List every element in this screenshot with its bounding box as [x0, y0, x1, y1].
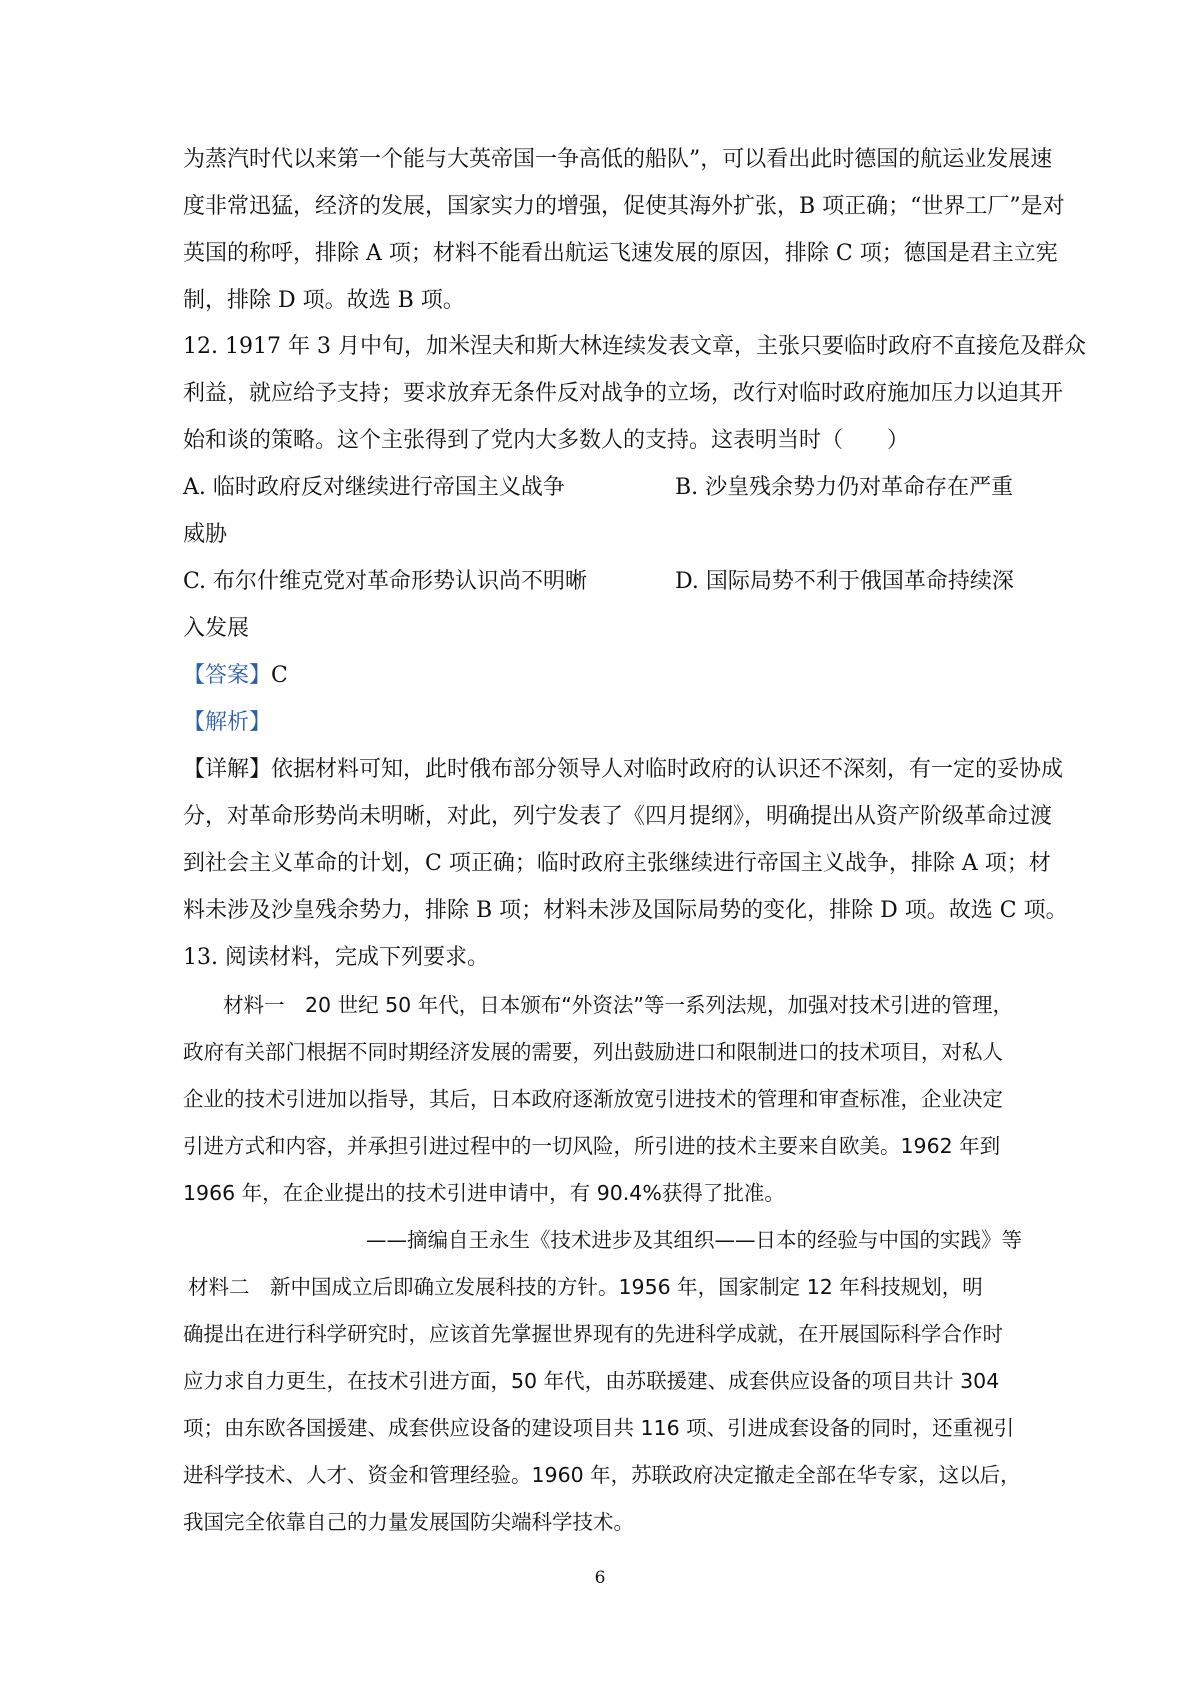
q13-material2-line-2: 确提出在进行科学研究时，应该首先掌握世界现有的先进科学成就，在开展国际科学合作时 — [183, 1322, 1003, 1346]
q12-stem-line-2: 利益，就应给予支持；要求放弃无条件反对战争的立场，改行对临时政府施加压力以迫其开 — [183, 381, 1064, 406]
prev-answer-line-4: 制，排除 D 项。故选 B 项。 — [183, 288, 465, 313]
q13-source1: ——摘编自王永生《技术进步及其组织——日本的经验与中国的实践》等 — [366, 1228, 1022, 1252]
prev-answer-line-3: 英国的称呼，排除 A 项；材料不能看出航运飞速发展的原因，排除 C 项；德国是君主立宪 — [183, 241, 1058, 266]
q12-option-b: B. 沙皇残余势力仍对革命存在严重 — [675, 475, 1014, 500]
q13-material1-line-1: 材料一 20 世纪 50 年代，日本颁布“外资法”等一系列法规，加强对技术引进的管理， — [223, 993, 1013, 1017]
q13-material1-line-2: 政府有关部门根据不同时期经济发展的需要，列出鼓励进口和限制进口的技术项目，对私人 — [183, 1040, 1003, 1064]
q13-material2-line-6: 我国完全依靠自己的力量发展国防尖端科学技术。 — [183, 1510, 634, 1534]
q12-detail-line-4: 料未涉及沙皇残余势力，排除 B 项；材料未涉及国际局势的变化，排除 D 项。故选 C 项。 — [183, 898, 1068, 923]
q12-answer-row — [183, 661, 288, 691]
q12-stem-line-3: 始和谈的策略。这个主张得到了党内大多数人的支持。这表明当时（ ） — [183, 428, 910, 453]
q12-detail-line-1: 【详解】依据材料可知，此时俄布部分领导人对临时政府的认识还不深刻，有一定的妥协成 — [183, 757, 1064, 782]
answer-value: C — [271, 663, 288, 688]
analysis-tag: 【解析】 — [183, 710, 272, 735]
q13-material1-line-4: 引进方式和内容，并承担引进过程中的一切风险，所引进的技术主要来自欧美。1962 年到 — [183, 1134, 1001, 1158]
q12-detail-line-2: 分，对革命形势尚未明晰，对此，列宁发表了《四月提纲》，明确提出从资产阶级革命过渡 — [183, 804, 1053, 829]
prev-answer-line-2: 度非常迅猛，经济的发展，国家实力的增强，促使其海外扩张，B 项正确；“世界工厂”是对 — [183, 194, 1065, 219]
q13-material2-line-1: 材料二 新中国成立后即确立发展科技的方针。1956 年，国家制定 12 年科技规划，明 — [188, 1275, 983, 1299]
q13-material2-line-5: 进科学技术、人才、资金和管理经验。1960 年，苏联政府决定撤走全部在华专家，这以后， — [183, 1463, 1021, 1487]
q13-material2-line-4: 项；由东欧各国援建、成套供应设备的建设项目共 116 项、引进成套设备的同时，还重视引 — [183, 1416, 1015, 1440]
q13-stem: 13. 阅读材料，完成下列要求。 — [183, 945, 489, 970]
prev-answer-line-1: 为蒸汽时代以来第一个能与大英帝国一争高低的船队”，可以看出此时德国的航运业发展速 — [183, 147, 1053, 172]
answer-tag: 【答案】 — [183, 663, 272, 688]
q12-option-c: C. 布尔什维克党对革命形势认识尚不明晰 — [183, 569, 588, 594]
q13-material1-line-3: 企业的技术引进加以指导，其后，日本政府逐渐放宽引进技术的管理和审查标准，企业决定 — [183, 1087, 1003, 1111]
q12-option-a: A. 临时政府反对继续进行帝国主义战争 — [183, 475, 565, 500]
q12-option-d: D. 国际局势不利于俄国革命持续深 — [675, 569, 1014, 594]
q12-option-d-wrap: 入发展 — [183, 616, 250, 641]
q12-detail-line-3: 到社会主义革命的计划，C 项正确；临时政府主张继续进行帝国主义战争，排除 A 项；材 — [183, 851, 1051, 876]
q13-material2-line-3: 应力求自力更生，在技术引进方面，50 年代，由苏联援建、成套供应设备的项目共计 304 — [183, 1369, 1000, 1393]
q12-option-b-wrap: 威胁 — [183, 522, 228, 547]
q13-material1-line-5: 1966 年，在企业提出的技术引进申请中，有 90.4%获得了批准。 — [183, 1181, 785, 1205]
page-number: 6 — [594, 1568, 606, 1588]
q12-stem-line-1: 12. 1917 年 3 月中旬，加米涅夫和斯大林连续发表文章，主张只要临时政府不直接危及群众 — [183, 334, 1086, 359]
